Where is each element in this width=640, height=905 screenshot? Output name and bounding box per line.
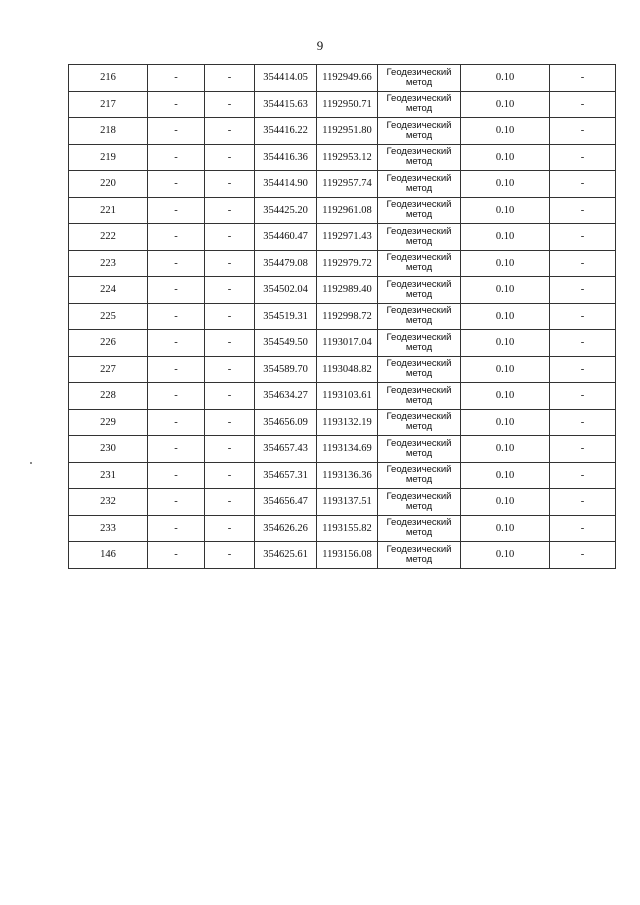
x-coordinate-cell: 354479.08 (255, 250, 317, 277)
method-line-2: метод (405, 421, 433, 433)
empty-value-cell: - (205, 144, 255, 171)
method-cell (378, 515, 461, 542)
empty-value-cell: - (205, 118, 255, 145)
table-row (69, 250, 616, 277)
method-cell (378, 356, 461, 383)
empty-value-cell: - (148, 224, 205, 251)
accuracy-cell: 0.10 (461, 330, 550, 357)
accuracy-cell: 0.10 (461, 489, 550, 516)
x-coordinate-cell: 354589.70 (255, 356, 317, 383)
empty-value-cell: - (205, 436, 255, 463)
accuracy-cell: 0.10 (461, 303, 550, 330)
empty-value-cell: - (205, 277, 255, 304)
note-cell: - (550, 91, 616, 118)
method-line-1: Геодезический (386, 384, 452, 396)
point-number-cell: 222 (69, 224, 148, 251)
empty-value-cell: - (205, 542, 255, 569)
method-line-2: метод (405, 527, 433, 539)
method-line-1: Геодезический (386, 464, 452, 476)
table-row (69, 436, 616, 463)
note-cell: - (550, 224, 616, 251)
method-line-1: Геодезический (386, 146, 452, 158)
note-cell: - (550, 65, 616, 92)
x-coordinate-cell: 354416.36 (255, 144, 317, 171)
x-coordinate-cell: 354634.27 (255, 383, 317, 410)
note-cell: - (550, 330, 616, 357)
point-number-cell: 220 (69, 171, 148, 198)
empty-value-cell: - (148, 515, 205, 542)
table-row (69, 65, 616, 92)
note-cell: - (550, 171, 616, 198)
note-cell: - (550, 197, 616, 224)
x-coordinate-cell: 354625.61 (255, 542, 317, 569)
empty-value-cell: - (205, 409, 255, 436)
table-body (69, 65, 616, 569)
empty-value-cell: - (148, 356, 205, 383)
point-number-cell: 233 (69, 515, 148, 542)
accuracy-cell: 0.10 (461, 118, 550, 145)
empty-value-cell: - (148, 330, 205, 357)
point-number-cell: 219 (69, 144, 148, 171)
method-line-1: Геодезический (386, 93, 452, 105)
y-coordinate-cell: 1193156.08 (317, 542, 378, 569)
x-coordinate-cell: 354502.04 (255, 277, 317, 304)
method-cell (378, 489, 461, 516)
y-coordinate-cell: 1193155.82 (317, 515, 378, 542)
point-number-cell: 228 (69, 383, 148, 410)
note-cell: - (550, 356, 616, 383)
point-number-cell: 221 (69, 197, 148, 224)
accuracy-cell: 0.10 (461, 277, 550, 304)
accuracy-cell: 0.10 (461, 383, 550, 410)
accuracy-cell: 0.10 (461, 542, 550, 569)
point-number-cell: 229 (69, 409, 148, 436)
point-number-cell: 231 (69, 462, 148, 489)
x-coordinate-cell: 354415.63 (255, 91, 317, 118)
x-coordinate-cell: 354414.90 (255, 171, 317, 198)
x-coordinate-cell: 354425.20 (255, 197, 317, 224)
table-row (69, 330, 616, 357)
y-coordinate-cell: 1193048.82 (317, 356, 378, 383)
method-cell (378, 91, 461, 118)
accuracy-cell: 0.10 (461, 144, 550, 171)
empty-value-cell: - (205, 224, 255, 251)
note-cell: - (550, 277, 616, 304)
table-row (69, 197, 616, 224)
empty-value-cell: - (148, 118, 205, 145)
method-cell (378, 197, 461, 224)
method-line-1: Геодезический (386, 358, 452, 370)
empty-value-cell: - (205, 489, 255, 516)
method-line-1: Геодезический (386, 252, 452, 264)
scan-speck (30, 462, 32, 464)
y-coordinate-cell: 1193134.69 (317, 436, 378, 463)
method-line-2: метод (405, 262, 433, 274)
empty-value-cell: - (148, 303, 205, 330)
note-cell: - (550, 489, 616, 516)
empty-value-cell: - (205, 91, 255, 118)
table-row (69, 118, 616, 145)
method-line-1: Геодезический (386, 305, 452, 317)
method-line-2: метод (405, 447, 433, 459)
empty-value-cell: - (148, 542, 205, 569)
empty-value-cell: - (205, 356, 255, 383)
method-cell (378, 118, 461, 145)
table-row (69, 224, 616, 251)
point-number-cell: 225 (69, 303, 148, 330)
method-line-2: метод (405, 500, 433, 512)
y-coordinate-cell: 1192950.71 (317, 91, 378, 118)
x-coordinate-cell: 354549.50 (255, 330, 317, 357)
accuracy-cell: 0.10 (461, 250, 550, 277)
empty-value-cell: - (205, 515, 255, 542)
empty-value-cell: - (205, 250, 255, 277)
empty-value-cell: - (148, 65, 205, 92)
page-number: 9 (316, 38, 324, 53)
accuracy-cell: 0.10 (461, 91, 550, 118)
accuracy-cell: 0.10 (461, 65, 550, 92)
empty-value-cell: - (205, 383, 255, 410)
accuracy-cell: 0.10 (461, 462, 550, 489)
method-cell (378, 462, 461, 489)
method-line-1: Геодезический (386, 437, 452, 449)
point-number-cell: 232 (69, 489, 148, 516)
method-line-1: Геодезический (386, 172, 452, 184)
y-coordinate-cell: 1192949.66 (317, 65, 378, 92)
empty-value-cell: - (205, 197, 255, 224)
method-line-2: метод (405, 235, 433, 247)
method-cell (378, 303, 461, 330)
method-line-1: Геодезический (386, 517, 452, 529)
empty-value-cell: - (205, 462, 255, 489)
y-coordinate-cell: 1193136.36 (317, 462, 378, 489)
method-line-1: Геодезический (386, 490, 452, 502)
table-row (69, 489, 616, 516)
method-line-1: Геодезический (386, 543, 452, 555)
table-row (69, 144, 616, 171)
y-coordinate-cell: 1192961.08 (317, 197, 378, 224)
x-coordinate-cell: 354657.31 (255, 462, 317, 489)
method-cell (378, 144, 461, 171)
x-coordinate-cell: 354626.26 (255, 515, 317, 542)
empty-value-cell: - (205, 65, 255, 92)
y-coordinate-cell: 1192957.74 (317, 171, 378, 198)
method-cell (378, 409, 461, 436)
y-coordinate-cell: 1192953.12 (317, 144, 378, 171)
table-row (69, 171, 616, 198)
empty-value-cell: - (148, 144, 205, 171)
y-coordinate-cell: 1193132.19 (317, 409, 378, 436)
note-cell: - (550, 542, 616, 569)
method-line-2: метод (405, 103, 433, 115)
empty-value-cell: - (148, 383, 205, 410)
method-line-2: метод (405, 182, 433, 194)
method-line-1: Геодезический (386, 199, 452, 211)
method-cell (378, 65, 461, 92)
point-number-cell: 227 (69, 356, 148, 383)
empty-value-cell: - (148, 91, 205, 118)
method-cell (378, 250, 461, 277)
method-line-2: метод (405, 368, 433, 380)
empty-value-cell: - (148, 436, 205, 463)
note-cell: - (550, 462, 616, 489)
accuracy-cell: 0.10 (461, 409, 550, 436)
coordinates-table (68, 64, 616, 569)
method-cell (378, 330, 461, 357)
point-number-cell: 223 (69, 250, 148, 277)
note-cell: - (550, 118, 616, 145)
method-cell (378, 383, 461, 410)
y-coordinate-cell: 1193017.04 (317, 330, 378, 357)
x-coordinate-cell: 354460.47 (255, 224, 317, 251)
method-line-1: Геодезический (386, 119, 452, 131)
empty-value-cell: - (148, 462, 205, 489)
method-cell (378, 171, 461, 198)
y-coordinate-cell: 1192971.43 (317, 224, 378, 251)
table-row (69, 383, 616, 410)
table-row (69, 356, 616, 383)
y-coordinate-cell: 1192989.40 (317, 277, 378, 304)
method-cell (378, 224, 461, 251)
method-line-2: метод (405, 76, 433, 88)
accuracy-cell: 0.10 (461, 224, 550, 251)
x-coordinate-cell: 354414.05 (255, 65, 317, 92)
table-row (69, 542, 616, 569)
point-number-cell: 216 (69, 65, 148, 92)
note-cell: - (550, 144, 616, 171)
method-line-1: Геодезический (386, 331, 452, 343)
empty-value-cell: - (205, 171, 255, 198)
accuracy-cell: 0.10 (461, 197, 550, 224)
x-coordinate-cell: 354416.22 (255, 118, 317, 145)
empty-value-cell: - (205, 330, 255, 357)
method-line-1: Геодезический (386, 66, 452, 78)
y-coordinate-cell: 1192998.72 (317, 303, 378, 330)
table-row (69, 409, 616, 436)
point-number-cell: 224 (69, 277, 148, 304)
method-line-2: метод (405, 315, 433, 327)
note-cell: - (550, 436, 616, 463)
empty-value-cell: - (148, 277, 205, 304)
y-coordinate-cell: 1192979.72 (317, 250, 378, 277)
table-row (69, 91, 616, 118)
method-line-2: метод (405, 209, 433, 221)
method-cell (378, 542, 461, 569)
table-row (69, 303, 616, 330)
table-row (69, 277, 616, 304)
method-cell (378, 277, 461, 304)
method-line-2: метод (405, 288, 433, 300)
empty-value-cell: - (148, 250, 205, 277)
y-coordinate-cell: 1193103.61 (317, 383, 378, 410)
method-line-1: Геодезический (386, 278, 452, 290)
method-line-2: метод (405, 129, 433, 141)
method-line-2: метод (405, 474, 433, 486)
y-coordinate-cell: 1193137.51 (317, 489, 378, 516)
method-line-2: метод (405, 341, 433, 353)
point-number-cell: 230 (69, 436, 148, 463)
x-coordinate-cell: 354656.09 (255, 409, 317, 436)
method-line-2: метод (405, 156, 433, 168)
empty-value-cell: - (205, 303, 255, 330)
x-coordinate-cell: 354657.43 (255, 436, 317, 463)
note-cell: - (550, 409, 616, 436)
y-coordinate-cell: 1192951.80 (317, 118, 378, 145)
point-number-cell: 218 (69, 118, 148, 145)
accuracy-cell: 0.10 (461, 171, 550, 198)
empty-value-cell: - (148, 197, 205, 224)
note-cell: - (550, 383, 616, 410)
method-line-2: метод (405, 394, 433, 406)
note-cell: - (550, 250, 616, 277)
empty-value-cell: - (148, 409, 205, 436)
accuracy-cell: 0.10 (461, 356, 550, 383)
method-line-1: Геодезический (386, 225, 452, 237)
point-number-cell: 217 (69, 91, 148, 118)
empty-value-cell: - (148, 489, 205, 516)
note-cell: - (550, 303, 616, 330)
empty-value-cell: - (148, 171, 205, 198)
method-cell (378, 436, 461, 463)
table-row (69, 462, 616, 489)
accuracy-cell: 0.10 (461, 515, 550, 542)
accuracy-cell: 0.10 (461, 436, 550, 463)
method-line-1: Геодезический (386, 411, 452, 423)
x-coordinate-cell: 354656.47 (255, 489, 317, 516)
x-coordinate-cell: 354519.31 (255, 303, 317, 330)
point-number-cell: 146 (69, 542, 148, 569)
table-row (69, 515, 616, 542)
point-number-cell: 226 (69, 330, 148, 357)
method-line-2: метод (405, 553, 433, 565)
note-cell: - (550, 515, 616, 542)
